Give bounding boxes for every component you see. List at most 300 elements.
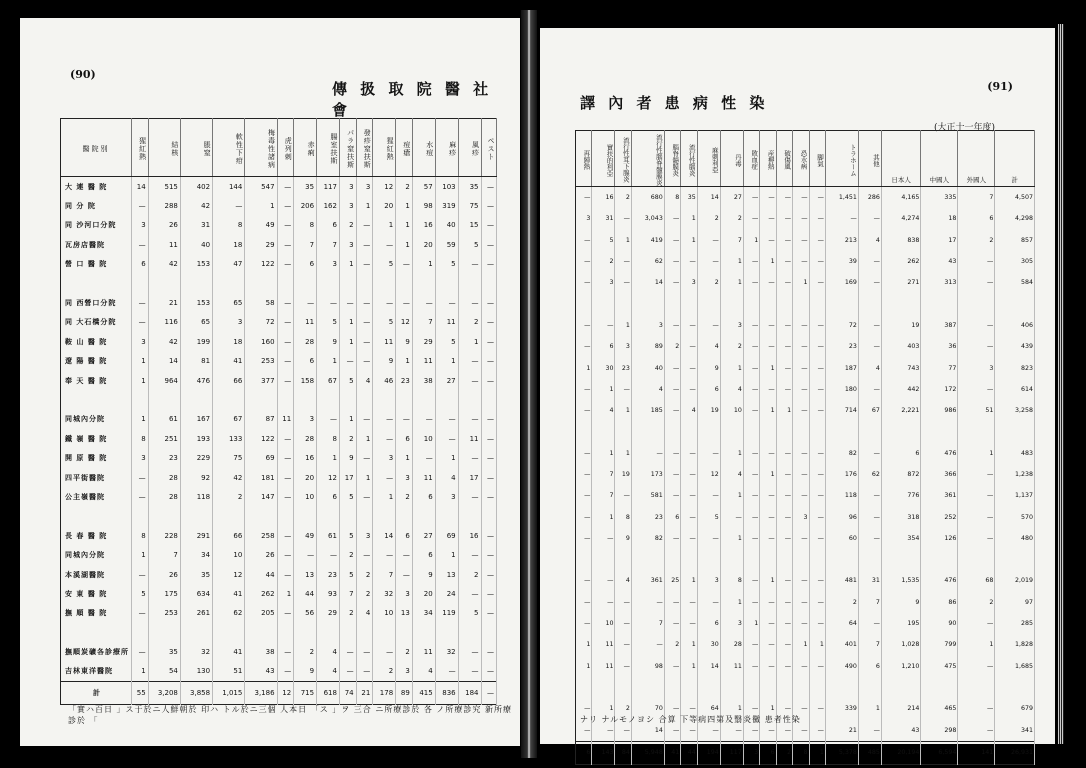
table-row xyxy=(576,464,1035,485)
table-row xyxy=(576,315,1035,336)
table-cell: 87 xyxy=(245,410,277,429)
table-cell: 31 xyxy=(180,216,212,235)
table-cell xyxy=(356,507,373,526)
table-cell: 1 xyxy=(760,698,776,719)
table-cell: 187 xyxy=(825,357,858,378)
table-cell: 1 xyxy=(339,255,356,274)
table-cell: 40 xyxy=(631,357,664,378)
table-cell: — xyxy=(132,293,149,312)
table-cell: 35 xyxy=(148,642,180,661)
table-cell: 4,274 xyxy=(881,208,921,229)
table-cell: 2 xyxy=(458,565,481,584)
total-cell: 184 xyxy=(458,682,481,705)
table-cell: 167 xyxy=(180,410,212,429)
column-header: 中國人 xyxy=(921,131,958,187)
table-cell: 9 xyxy=(317,332,340,351)
table-cell: 64 xyxy=(697,698,720,719)
table-cell: — xyxy=(743,634,759,655)
table-cell xyxy=(132,274,149,293)
column-header: 脹窒 xyxy=(180,119,212,177)
table-cell: 799 xyxy=(921,634,958,655)
table-cell: 1 xyxy=(132,352,149,371)
total-cell: 74 xyxy=(339,682,356,705)
table-cell: 153 xyxy=(180,255,212,274)
table-cell: — xyxy=(681,485,697,506)
table-cell: — xyxy=(720,506,743,527)
table-cell: 3 xyxy=(132,332,149,351)
table-cell xyxy=(825,549,858,570)
table-row xyxy=(576,592,1035,613)
hospital-name: 同 大石橋分院 xyxy=(61,313,132,332)
table-cell: 16 xyxy=(592,187,615,209)
column-header: 腦脊髓膜炎 xyxy=(664,131,680,187)
table-cell: — xyxy=(576,613,592,634)
table-cell: — xyxy=(664,613,680,634)
table-cell: 6 xyxy=(396,526,413,545)
table-cell: — xyxy=(958,656,995,677)
total-cell: 715 xyxy=(294,682,317,705)
table-cell: — xyxy=(481,255,497,274)
table-cell: 12 xyxy=(396,313,413,332)
table-cell xyxy=(760,293,776,314)
table-cell xyxy=(858,421,881,442)
table-cell xyxy=(760,549,776,570)
table-cell: 27 xyxy=(720,187,743,209)
table-cell: — xyxy=(294,545,317,564)
table-cell xyxy=(294,390,317,409)
table-cell: 14 xyxy=(132,177,149,197)
table-cell: — xyxy=(435,429,458,448)
table-cell: — xyxy=(356,216,373,235)
table-cell: 1 xyxy=(615,443,631,464)
table-cell: 82 xyxy=(825,443,858,464)
table-cell: — xyxy=(664,315,680,336)
column-header: 軟性下疳 xyxy=(213,119,245,177)
table-cell: — xyxy=(435,410,458,429)
table-cell: 97 xyxy=(995,592,1035,613)
table-row xyxy=(576,570,1035,591)
table-row xyxy=(576,506,1035,527)
table-cell: — xyxy=(277,565,294,584)
table-cell: 31 xyxy=(592,208,615,229)
table-cell: — xyxy=(458,410,481,429)
table-cell: — xyxy=(793,379,809,400)
table-cell: — xyxy=(776,485,792,506)
table-cell xyxy=(396,274,413,293)
table-cell: 253 xyxy=(148,604,180,623)
table-row xyxy=(576,549,1035,570)
table-cell: 2 xyxy=(373,662,396,682)
table-cell: 2 xyxy=(664,336,680,357)
table-cell: — xyxy=(793,230,809,251)
hospital-name: 營 口 醫 院 xyxy=(61,255,132,274)
table-cell: — xyxy=(664,592,680,613)
table-cell: — xyxy=(317,410,340,429)
table-cell: — xyxy=(760,656,776,677)
column-header: 流行性腦炎 xyxy=(681,131,697,187)
table-cell: 28 xyxy=(294,429,317,448)
table-cell: — xyxy=(681,464,697,485)
total-cell: 3,208 xyxy=(148,682,180,705)
table-row xyxy=(576,230,1035,251)
total-cell: 21 xyxy=(356,682,373,705)
table-cell: — xyxy=(277,235,294,254)
table-cell: — xyxy=(809,251,825,272)
table-cell: — xyxy=(858,443,881,464)
table-cell: — xyxy=(697,528,720,549)
table-cell xyxy=(776,549,792,570)
table-cell: — xyxy=(681,592,697,613)
table-cell xyxy=(576,293,592,314)
total-cell: 178 xyxy=(373,682,396,705)
table-cell: 2 xyxy=(958,230,995,251)
table-cell: — xyxy=(958,698,995,719)
table-cell: 67 xyxy=(858,400,881,421)
table-cell: 13 xyxy=(396,604,413,623)
table-cell: — xyxy=(481,565,497,584)
table-cell: 1 xyxy=(339,410,356,429)
table-cell: — xyxy=(760,208,776,229)
table-cell: 4 xyxy=(356,371,373,390)
total-cell: 3,186 xyxy=(245,682,277,705)
column-header: 發疹窒扶斯 xyxy=(356,119,373,177)
table-cell xyxy=(412,390,435,409)
table-cell: 2 xyxy=(213,487,245,506)
table-cell: 61 xyxy=(148,410,180,429)
table-cell: 480 xyxy=(995,528,1035,549)
table-row xyxy=(61,545,497,564)
total-cell: 6 xyxy=(576,741,592,764)
column-header: パラ窒扶斯 xyxy=(339,119,356,177)
table-cell: 20 xyxy=(412,235,435,254)
column-header: 再歸熱 xyxy=(576,131,592,187)
table-cell: — xyxy=(412,410,435,429)
table-row xyxy=(576,613,1035,634)
total-cell: 5,378 xyxy=(825,741,858,764)
table-cell: 82 xyxy=(631,528,664,549)
table-cell: 6 xyxy=(412,487,435,506)
table-cell: 7 xyxy=(317,235,340,254)
table-cell: 60 xyxy=(825,528,858,549)
table-cell xyxy=(776,421,792,442)
table-cell xyxy=(681,677,697,698)
table-cell: 1 xyxy=(576,656,592,677)
table-cell xyxy=(396,390,413,409)
table-cell: — xyxy=(681,698,697,719)
table-cell: 11 xyxy=(412,642,435,661)
table-cell: — xyxy=(809,315,825,336)
table-row xyxy=(61,274,497,293)
table-cell: — xyxy=(760,592,776,613)
table-cell: 5 xyxy=(373,313,396,332)
table-cell: — xyxy=(576,272,592,293)
table-cell: — xyxy=(793,208,809,229)
table-cell: 185 xyxy=(631,400,664,421)
table-cell: 180 xyxy=(825,379,858,400)
table-cell: — xyxy=(576,187,592,209)
table-cell: 1 xyxy=(743,230,759,251)
table-cell: — xyxy=(356,410,373,429)
table-cell: — xyxy=(277,177,294,197)
table-cell: — xyxy=(664,357,680,378)
table-cell: 23 xyxy=(148,448,180,467)
table-row xyxy=(61,235,497,254)
table-cell: — xyxy=(858,719,881,741)
table-cell: 4 xyxy=(412,662,435,682)
table-cell: — xyxy=(681,528,697,549)
hospital-name: 遼 陽 醫 院 xyxy=(61,352,132,371)
table-cell: 5 xyxy=(132,584,149,603)
table-cell: — xyxy=(356,352,373,371)
table-cell: 6 xyxy=(664,506,680,527)
table-cell: 1 xyxy=(958,443,995,464)
hospital-name xyxy=(61,274,132,293)
table-cell: 4 xyxy=(858,230,881,251)
table-cell: 62 xyxy=(213,604,245,623)
table-cell: — xyxy=(776,698,792,719)
table-cell: 2 xyxy=(339,429,356,448)
table-cell: — xyxy=(481,526,497,545)
table-cell: 680 xyxy=(631,187,664,209)
table-cell xyxy=(339,507,356,526)
table-cell: 5 xyxy=(697,506,720,527)
column-header: 其他 xyxy=(858,131,881,187)
table-cell: — xyxy=(760,315,776,336)
table-cell: 4 xyxy=(615,570,631,591)
table-cell: 228 xyxy=(148,526,180,545)
table-row xyxy=(576,272,1035,293)
table-cell xyxy=(664,549,680,570)
table-cell: 6 xyxy=(317,216,340,235)
table-cell: 10 xyxy=(720,400,743,421)
table-cell: 7 xyxy=(592,464,615,485)
table-cell: 16 xyxy=(294,448,317,467)
column-header: 結核 xyxy=(148,119,180,177)
table-cell: 9 xyxy=(615,528,631,549)
table-cell xyxy=(776,293,792,314)
table-cell: 4 xyxy=(681,400,697,421)
table-cell: 6 xyxy=(396,429,413,448)
table-cell: 5 xyxy=(592,230,615,251)
table-cell: 26 xyxy=(148,565,180,584)
table-cell: 29 xyxy=(412,332,435,351)
total-cell: 84 xyxy=(615,741,631,764)
table-cell: 305 xyxy=(995,251,1035,272)
table-cell: — xyxy=(681,506,697,527)
table-cell: 2 xyxy=(356,565,373,584)
table-cell: 1 xyxy=(720,357,743,378)
table-cell: 2 xyxy=(615,187,631,209)
total-row xyxy=(61,682,497,705)
hospital-name: 撫順炭礦各診療所 xyxy=(61,642,132,661)
table-cell: — xyxy=(664,379,680,400)
total-cell: 55 xyxy=(132,682,149,705)
table-cell: — xyxy=(743,379,759,400)
table-cell xyxy=(825,293,858,314)
table-cell: — xyxy=(576,315,592,336)
table-cell xyxy=(681,293,697,314)
table-cell: — xyxy=(458,487,481,506)
table-cell xyxy=(317,390,340,409)
table-cell: — xyxy=(809,570,825,591)
table-cell: 5 xyxy=(339,565,356,584)
table-cell: 1 xyxy=(615,400,631,421)
table-cell: 68 xyxy=(958,570,995,591)
table-cell: 40 xyxy=(180,235,212,254)
table-cell: 2 xyxy=(458,313,481,332)
table-cell: — xyxy=(858,251,881,272)
table-cell xyxy=(793,421,809,442)
table-cell: 3 xyxy=(615,336,631,357)
table-cell: 15 xyxy=(458,216,481,235)
table-cell: 4 xyxy=(435,468,458,487)
table-cell: 3,258 xyxy=(995,400,1035,421)
table-cell: 251 xyxy=(148,429,180,448)
table-cell: 490 xyxy=(825,656,858,677)
table-cell xyxy=(921,421,958,442)
table-cell: — xyxy=(664,443,680,464)
table-cell: 1 xyxy=(720,251,743,272)
table-cell: — xyxy=(373,410,396,429)
table-cell: — xyxy=(664,251,680,272)
table-cell: 9 xyxy=(881,592,921,613)
table-cell: 118 xyxy=(825,485,858,506)
table-cell: — xyxy=(373,468,396,487)
table-cell: 298 xyxy=(921,719,958,741)
column-header: 流行性耳下腺炎 xyxy=(615,131,631,187)
table-cell: — xyxy=(743,357,759,378)
table-cell: — xyxy=(458,662,481,682)
table-cell: 66 xyxy=(213,371,245,390)
table-cell: — xyxy=(760,443,776,464)
table-cell: 193 xyxy=(180,429,212,448)
table-cell xyxy=(317,623,340,642)
table-cell: 285 xyxy=(995,613,1035,634)
table-cell: 14 xyxy=(697,187,720,209)
table-cell: 1 xyxy=(356,468,373,487)
table-row xyxy=(61,623,497,642)
table-row xyxy=(576,293,1035,314)
table-cell: — xyxy=(743,400,759,421)
table-cell: 23 xyxy=(317,565,340,584)
table-cell: — xyxy=(793,570,809,591)
table-cell: 481 xyxy=(825,570,858,591)
table-cell: 6 xyxy=(294,352,317,371)
table-cell: 1 xyxy=(743,613,759,634)
total-cell: 8 xyxy=(793,741,809,764)
table-cell: 23 xyxy=(396,371,413,390)
table-cell: 23 xyxy=(825,336,858,357)
table-cell: 2 xyxy=(339,604,356,623)
table-cell: — xyxy=(681,357,697,378)
table-cell: — xyxy=(356,332,373,351)
table-cell: — xyxy=(760,336,776,357)
table-cell: 361 xyxy=(631,570,664,591)
table-cell: — xyxy=(793,464,809,485)
hospital-name: 鐵 嶺 醫 院 xyxy=(61,429,132,448)
table-cell: 7 xyxy=(858,634,881,655)
table-cell: 2,221 xyxy=(881,400,921,421)
table-cell: — xyxy=(213,196,245,215)
table-cell: 7 xyxy=(958,187,995,209)
table-cell: 14 xyxy=(148,352,180,371)
table-row xyxy=(576,187,1035,209)
table-cell: — xyxy=(481,604,497,623)
table-cell: — xyxy=(277,429,294,448)
column-header: 猩紅熱 xyxy=(132,119,149,177)
table-cell: 335 xyxy=(921,187,958,209)
table-cell: — xyxy=(681,315,697,336)
table-cell: 3 xyxy=(339,177,356,197)
table-cell: — xyxy=(809,272,825,293)
table-cell: 28 xyxy=(148,487,180,506)
table-cell: — xyxy=(776,272,792,293)
table-cell: 93 xyxy=(317,584,340,603)
table-cell: 41 xyxy=(213,352,245,371)
table-cell: — xyxy=(776,336,792,357)
table-cell: 1 xyxy=(435,448,458,467)
table-cell xyxy=(435,390,458,409)
hospital-name: 同城內分院 xyxy=(61,545,132,564)
table-cell: — xyxy=(793,592,809,613)
table-cell: — xyxy=(396,565,413,584)
table-row xyxy=(576,357,1035,378)
table-row xyxy=(576,656,1035,677)
table-cell xyxy=(592,293,615,314)
table-cell: 1 xyxy=(592,698,615,719)
table-cell: 65 xyxy=(213,293,245,312)
table-cell: — xyxy=(132,235,149,254)
table-cell: — xyxy=(760,187,776,209)
table-cell: — xyxy=(356,662,373,682)
table-row xyxy=(61,604,497,623)
table-cell xyxy=(720,293,743,314)
table-cell: 1 xyxy=(681,230,697,251)
table-cell: 1 xyxy=(793,272,809,293)
hospital-name: 奉 天 醫 院 xyxy=(61,371,132,390)
table-cell: — xyxy=(664,719,680,741)
page-title-right: 譯 內 者 患 病 性 染 xyxy=(580,94,769,112)
table-cell: 4 xyxy=(317,662,340,682)
table-cell: 1,028 xyxy=(881,634,921,655)
table-cell: 86 xyxy=(921,592,958,613)
table-cell xyxy=(373,274,396,293)
total-cell: 26,931 xyxy=(995,741,1035,764)
table-cell: 8 xyxy=(317,429,340,448)
table-cell: — xyxy=(697,443,720,464)
table-cell: 17 xyxy=(921,230,958,251)
table-cell: — xyxy=(809,485,825,506)
table-cell: — xyxy=(277,526,294,545)
table-cell: — xyxy=(373,293,396,312)
table-cell xyxy=(339,390,356,409)
table-cell: 57 xyxy=(412,177,435,197)
table-cell: 1 xyxy=(681,208,697,229)
table-cell xyxy=(921,677,958,698)
table-cell: 1 xyxy=(720,485,743,506)
table-cell: — xyxy=(481,293,497,312)
table-row xyxy=(576,379,1035,400)
table-cell: — xyxy=(576,464,592,485)
table-cell: 1 xyxy=(435,352,458,371)
table-cell: — xyxy=(776,230,792,251)
table-cell: — xyxy=(356,448,373,467)
table-cell: 442 xyxy=(881,379,921,400)
table-cell: 1 xyxy=(720,528,743,549)
table-cell xyxy=(697,421,720,442)
column-header: 虎列刺 xyxy=(277,119,294,177)
table-cell: 1 xyxy=(132,662,149,682)
